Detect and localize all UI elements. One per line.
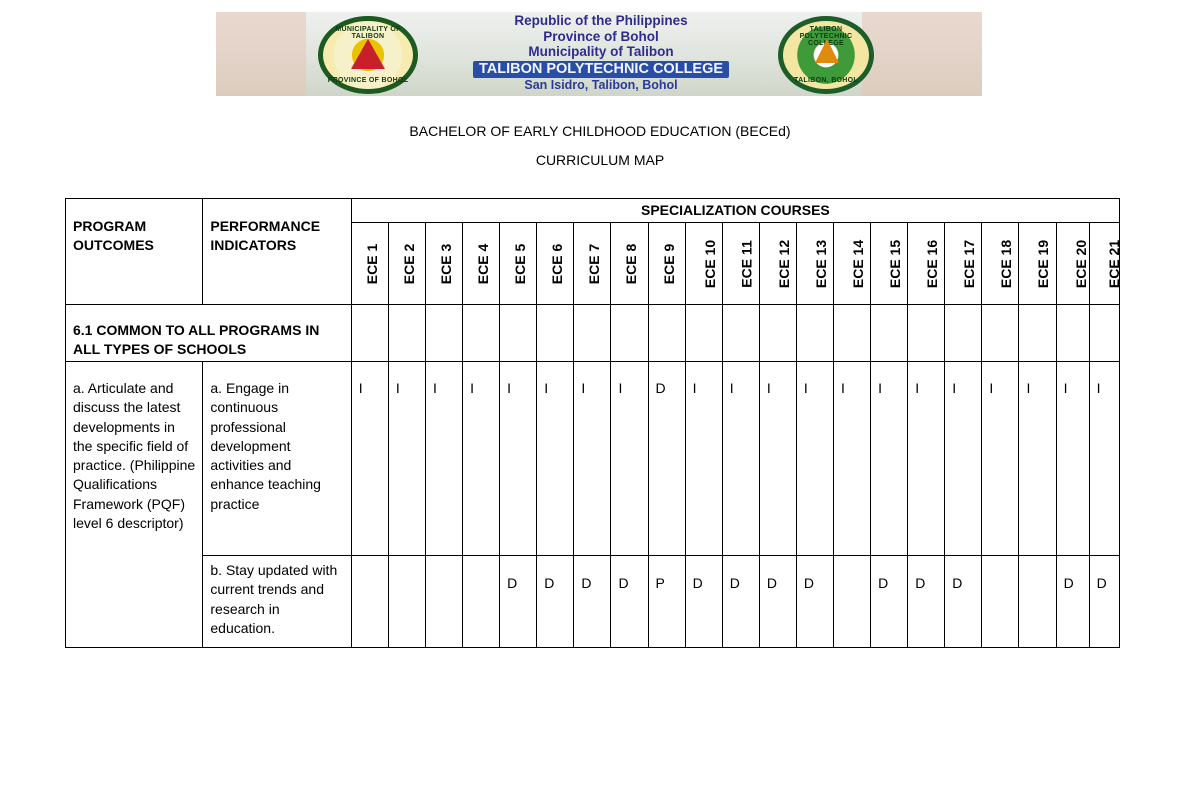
course-mark-cell xyxy=(1019,556,1056,648)
course-header-4 xyxy=(463,223,500,305)
course-header-20 xyxy=(1056,223,1089,305)
course-mark-cell: I xyxy=(1089,362,1119,556)
course-label: ECE 4 xyxy=(475,243,492,284)
course-mark-cell: I xyxy=(388,362,425,556)
section-empty-cell xyxy=(425,305,462,362)
course-mark-cell: D xyxy=(685,556,722,648)
course-mark-cell: I xyxy=(834,362,871,556)
course-mark-cell: I xyxy=(685,362,722,556)
table-row xyxy=(66,556,1120,648)
course-mark-cell: D xyxy=(722,556,759,648)
banner-line-republic: Republic of the Philippines xyxy=(514,13,688,28)
section-heading: 6.1 COMMON TO ALL PROGRAMS IN ALL TYPES OF SCHOOLS xyxy=(66,305,352,362)
banner-address: San Isidro, Talibon, Bohol xyxy=(524,77,678,92)
course-mark-cell: I xyxy=(1019,362,1056,556)
section-empty-cell xyxy=(611,305,648,362)
document-title: BACHELOR OF EARLY CHILDHOOD EDUCATION (BECEd) xyxy=(409,123,791,139)
course-mark-cell: D xyxy=(871,556,908,648)
course-label: ECE 14 xyxy=(850,239,867,288)
course-label: ECE 7 xyxy=(586,243,603,284)
course-label: ECE 9 xyxy=(660,243,677,284)
section-empty-cell xyxy=(796,305,833,362)
course-mark-cell: D xyxy=(574,556,611,648)
section-empty-cell xyxy=(759,305,796,362)
course-label: ECE 17 xyxy=(961,239,978,288)
course-label: ECE 21 xyxy=(1105,239,1122,288)
college-seal-icon xyxy=(778,16,874,94)
course-label: ECE 15 xyxy=(887,239,904,288)
course-mark-cell: D xyxy=(796,556,833,648)
course-mark-cell: I xyxy=(796,362,833,556)
banner-college-name: TALIBON POLYTECHNIC COLLEGE xyxy=(473,61,729,78)
course-header-19 xyxy=(1019,223,1056,305)
table-header-row xyxy=(66,199,1120,223)
header-performance-indicators: PERFORMANCE INDICATORS xyxy=(203,199,351,305)
course-mark-cell: I xyxy=(537,362,574,556)
section-empty-cell xyxy=(722,305,759,362)
course-label: ECE 8 xyxy=(623,243,640,284)
course-mark-cell: I xyxy=(1056,362,1089,556)
section-empty-cell xyxy=(388,305,425,362)
course-mark-cell: D xyxy=(908,556,945,648)
building-background-left xyxy=(216,12,306,96)
section-empty-cell xyxy=(463,305,500,362)
course-mark-cell: P xyxy=(648,556,685,648)
course-mark-cell xyxy=(463,556,500,648)
course-label: ECE 3 xyxy=(438,243,455,284)
course-label: ECE 19 xyxy=(1035,239,1052,288)
course-header-6 xyxy=(537,223,574,305)
course-mark-cell xyxy=(982,556,1019,648)
course-label: ECE 5 xyxy=(512,243,529,284)
performance-indicator-a: a. Engage in continuous professional development activities and enhance teaching practice xyxy=(203,362,351,556)
course-header-1 xyxy=(351,223,388,305)
section-empty-cell xyxy=(871,305,908,362)
course-mark-cell: I xyxy=(945,362,982,556)
course-header-8 xyxy=(611,223,648,305)
course-mark-cell xyxy=(834,556,871,648)
section-empty-cell xyxy=(351,305,388,362)
seal-left-top-text: MUNICIPALITY OF TALIBON xyxy=(335,26,401,40)
banner-line-province: Province of Bohol xyxy=(543,28,659,44)
curriculum-map-table xyxy=(65,198,1120,648)
course-label: ECE 18 xyxy=(998,239,1015,288)
course-mark-cell: I xyxy=(425,362,462,556)
seal-right-bottom-text: TALIBON, BOHOL xyxy=(794,77,858,84)
course-mark-cell: D xyxy=(945,556,982,648)
program-outcome-a: a. Articulate and discuss the latest developments in the specific field of practice. (Philippine Qualifications Framework (PQF) level 6 descriptor) xyxy=(66,362,203,648)
section-empty-cell xyxy=(648,305,685,362)
course-mark-cell xyxy=(351,556,388,648)
course-header-16 xyxy=(908,223,945,305)
course-mark-cell: D xyxy=(500,556,537,648)
section-empty-cell xyxy=(1089,305,1119,362)
course-label: ECE 13 xyxy=(813,239,830,288)
course-label: ECE 16 xyxy=(924,239,941,288)
course-header-3 xyxy=(425,223,462,305)
banner-line-municipality: Municipality of Talibon xyxy=(528,44,674,59)
course-mark-cell: I xyxy=(908,362,945,556)
performance-indicator-b: b. Stay updated with current trends and research in education. xyxy=(203,556,351,648)
course-mark-cell: D xyxy=(537,556,574,648)
course-mark-cell: D xyxy=(759,556,796,648)
municipality-seal-icon xyxy=(318,16,418,94)
section-empty-cell xyxy=(834,305,871,362)
course-header-5 xyxy=(500,223,537,305)
course-mark-cell: D xyxy=(611,556,648,648)
course-mark-cell xyxy=(388,556,425,648)
course-mark-cell: I xyxy=(759,362,796,556)
course-header-15 xyxy=(871,223,908,305)
course-mark-cell: D xyxy=(648,362,685,556)
course-label: ECE 11 xyxy=(738,239,755,288)
course-mark-cell: I xyxy=(574,362,611,556)
course-header-17 xyxy=(945,223,982,305)
course-header-13 xyxy=(796,223,833,305)
section-empty-cell xyxy=(537,305,574,362)
course-header-14 xyxy=(834,223,871,305)
section-empty-cell xyxy=(685,305,722,362)
section-empty-cell xyxy=(982,305,1019,362)
document-subtitle: CURRICULUM MAP xyxy=(535,152,665,168)
section-empty-cell xyxy=(500,305,537,362)
seal-left-bottom-text: PROVINCE OF BOHOL xyxy=(327,77,409,84)
building-background-right xyxy=(862,12,982,96)
banner-text xyxy=(431,13,771,92)
course-mark-cell: D xyxy=(1056,556,1089,648)
course-label: ECE 12 xyxy=(775,239,792,288)
course-label: ECE 20 xyxy=(1072,239,1089,288)
section-empty-cell xyxy=(1056,305,1089,362)
course-mark-cell: I xyxy=(871,362,908,556)
header-program-outcomes: PROGRAM OUTCOMES xyxy=(66,199,203,305)
section-empty-cell xyxy=(908,305,945,362)
course-header-21 xyxy=(1089,223,1122,305)
college-header-banner xyxy=(216,12,982,96)
course-mark-cell: I xyxy=(351,362,388,556)
section-row xyxy=(66,305,1120,362)
course-label: ECE 10 xyxy=(701,239,718,288)
course-header-12 xyxy=(759,223,796,305)
course-header-7 xyxy=(574,223,611,305)
course-mark-cell: I xyxy=(722,362,759,556)
course-header-18 xyxy=(982,223,1019,305)
course-mark-cell: I xyxy=(982,362,1019,556)
course-label: ECE 1 xyxy=(364,243,381,284)
course-mark-cell: I xyxy=(500,362,537,556)
table-row xyxy=(66,362,1120,556)
course-header-10 xyxy=(685,223,722,305)
course-mark-cell: I xyxy=(611,362,648,556)
seal-right-top-text: TALIBON POLYTECHNIC COLLEGE xyxy=(799,26,853,47)
course-mark-cell: I xyxy=(463,362,500,556)
course-header-2 xyxy=(388,223,425,305)
section-empty-cell xyxy=(945,305,982,362)
course-mark-cell: D xyxy=(1089,556,1119,648)
course-header-11 xyxy=(722,223,759,305)
course-label: ECE 6 xyxy=(549,243,566,284)
section-empty-cell xyxy=(574,305,611,362)
course-mark-cell xyxy=(425,556,462,648)
header-specialization-courses: SPECIALIZATION COURSES xyxy=(351,199,1119,223)
section-empty-cell xyxy=(1019,305,1056,362)
course-header-9 xyxy=(648,223,685,305)
course-label: ECE 2 xyxy=(401,243,418,284)
